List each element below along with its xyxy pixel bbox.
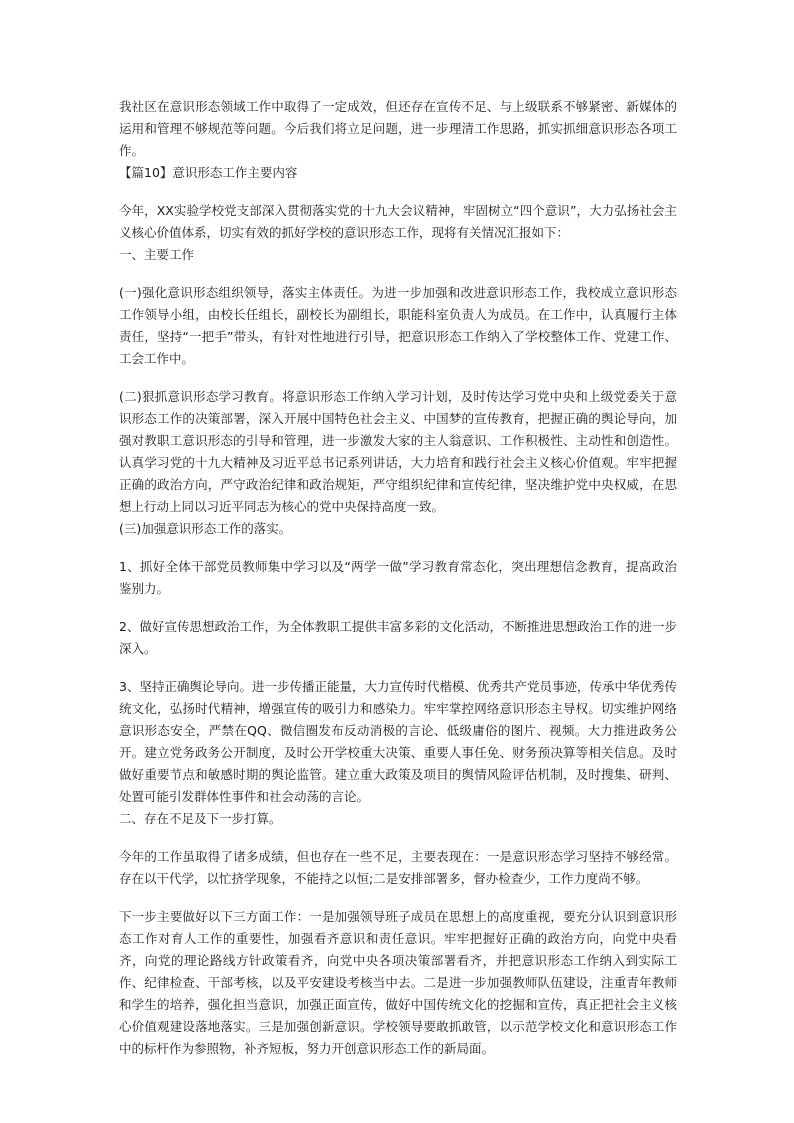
paragraph-opening: 今年，XX实验学校党支部深入贯彻落实党的十九大会议精神，牢固树立“四个意识”，大力弘扬社会主义核心价值体系，切实有效的抓好学校的意识形态工作，现将有关情况汇报如下：: [119, 203, 677, 240]
paragraph-subitem-2: 2、做好宣传思想政治工作，为全体教职工提供丰富多彩的文化活动，不断推进思想政治工作的进一步深入。: [119, 619, 677, 656]
heading-shortcomings: 二、存在不足及下一步打算。: [119, 811, 282, 826]
paragraph-shortcomings: 今年的工作虽取得了诸多成绩，但也存在一些不足，主要表现在：一是意识形态学习坚持不够经常。存在以干代学，以忙挤学现象，不能持之以恒;二是安排部署多，督办检查少，工作力度尚不够。: [119, 849, 677, 886]
heading-main-work: 一、主要工作: [119, 247, 195, 262]
paragraph-item-3: (三)加强意识形态工作的落实。: [119, 521, 292, 536]
paragraph-item-1: (一)强化意识形态组织领导，落实主体责任。为进一步加强和改进意识形态工作，我校成立意识形态工作领导小组，由校长任组长，副校长为副组长，职能科室负责人为成员。在工作中，认真履行主体责任，坚持“一把手”带头，有针对性地进行引导，把意识形态工作纳入了学校整体工作、党建工作、工会工作中。: [119, 285, 677, 366]
paragraph-subitem-1: 1、抓好全体干部党员教师集中学习以及“两学一做”学习教育常态化，突出理想信念教育，提高政治鉴别力。: [119, 559, 677, 596]
document-body: [119, 96, 677, 1060]
paragraph-next-steps: 下一步主要做好以下三方面工作：一是加强领导班子成员在思想上的高度重视，要充分认识到意识形态工作对育人工作的重要性，加强看齐意识和责任意识。牢牢把握好正确的政治方向，向党中央看齐，向党的理论路线方针政策看齐，向党中央各项决策部署看齐，并把意识形态工作纳入到实际工作、纪律检查、干部考核，以及平安建设考核当中去。二是进一步加强教师队伍建设，注重青年教师和学生的培养，强化担当意识，加强正面宣传，做好中国传统文化的挖掘和宣传，真正把社会主义核心价值观建设落地落实。三是加强创新意识。学校领导要敢抓敢管，以示范学校文化和意识形态工作中的标杆作为参照物，补齐短板，努力开创意识形态工作的新局面。: [119, 909, 677, 1056]
paragraph-intro: 我社区在意识形态领域工作中取得了一定成效，但还存在宣传不足、与上级联系不够紧密、新媒体的运用和管理不够规范等问题。今后我们将立足问题，进一步理清工作思路，抓实抓细意识形态各项工作。: [119, 99, 677, 158]
section-title-piece-10: 【篇10】意识形态工作主要内容: [119, 165, 298, 180]
paragraph-subitem-3: 3、坚持正确舆论导向。进一步传播正能量，大力宣传时代楷模、优秀共产党员事迹，传承中华优秀传统文化，弘扬时代精神，增强宣传的吸引力和感染力。牢牢掌控网络意识形态主导权。切实维护网络意识形态安全，严禁在QQ、微信圈发布反动消极的言论、低级庸俗的图片、视频。大力推进政务公开。建立党务政务公开制度，及时公开学校重大决策、重要人事任免、财务预决算等相关信息。及时做好重要节点和敏感时期的舆论监管。建立重大政策及项目的舆情风险评估机制，及时搜集、研判、处置可能引发群体性事件和社会动荡的言论。: [119, 679, 677, 804]
paragraph-item-2: (二)狠抓意识形态学习教育。将意识形态工作纳入学习计划，及时传达学习党中央和上级党委关于意识形态工作的决策部署，深入开展中国特色社会主义、中国梦的宣传教育，把握正确的舆论导向，加强对教职工意识形态的引导和管理，进一步激发大家的主人翁意识、工作积极性、主动性和创造性。认真学习党的十九大精神及习近平总书记系列讲话，大力培育和践行社会主义核心价值观。牢牢把握正确的政治方向，严守政治纪律和政治规矩，严守组织纪律和宣传纪律，坚决维护党中央权威，在思想上行动上同以习近平同志为核心的党中央保持高度一致。: [119, 389, 677, 514]
